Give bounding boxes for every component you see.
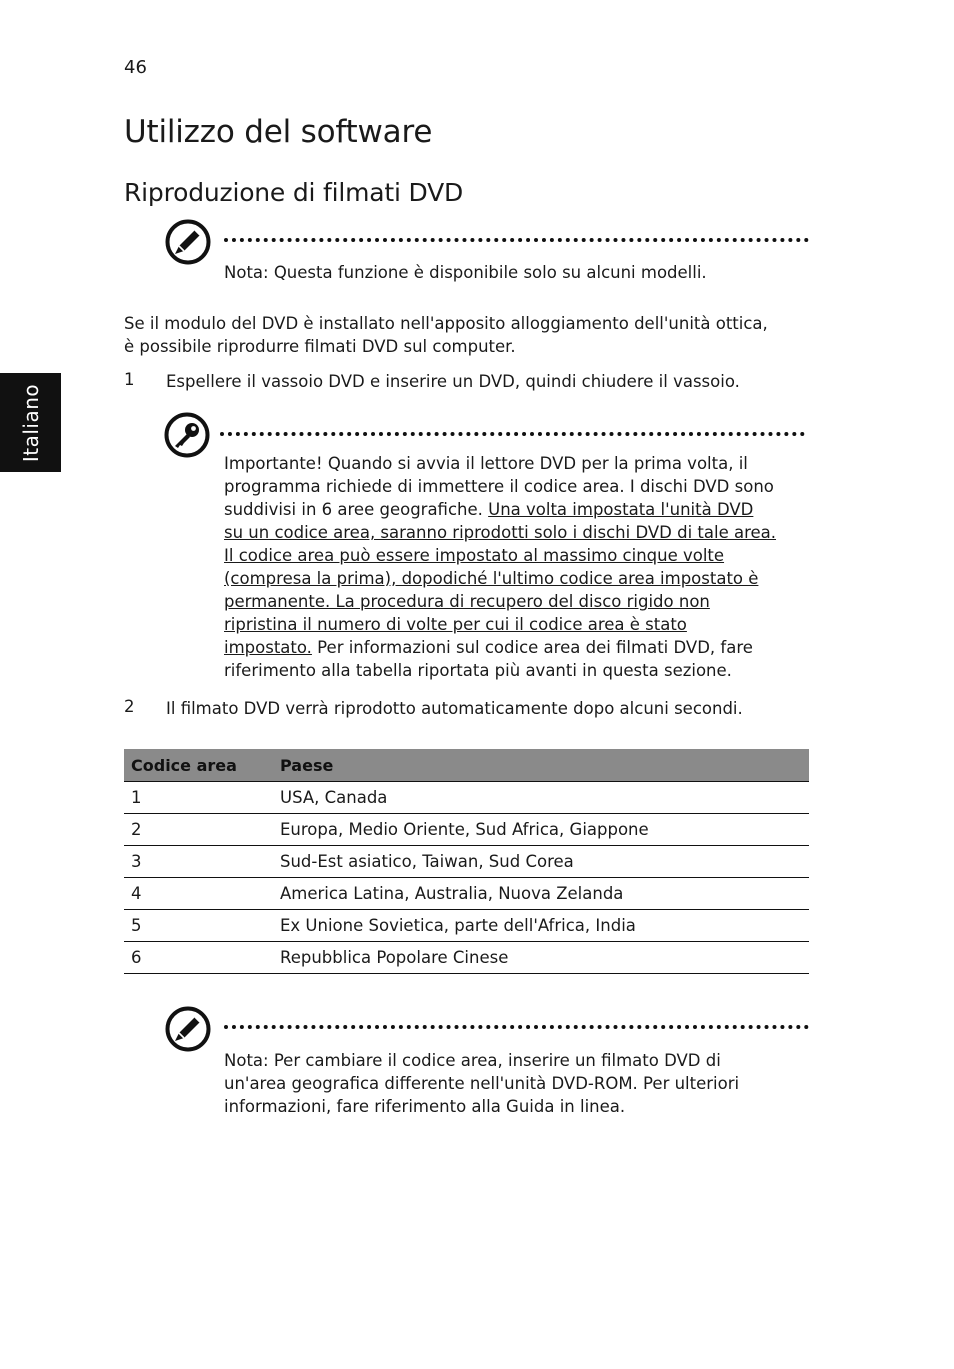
page-number: 46 — [124, 57, 147, 78]
table-row: 5 Ex Unione Sovietica, parte dell'Africa, India — [124, 910, 809, 942]
table-row: 6 Repubblica Popolare Cinese — [124, 942, 809, 974]
section-title: Riproduzione di filmati DVD — [124, 178, 464, 207]
table-header-row — [124, 749, 809, 782]
note-lead: Nota: — [224, 1051, 269, 1070]
note-text: Nota: Questa funzione è disponibile solo su alcuni modelli. — [224, 263, 707, 282]
note-icon — [165, 219, 211, 269]
table-header: Paese — [273, 749, 809, 782]
language-side-tab-label: Italiano — [18, 383, 43, 462]
important-icon — [164, 412, 210, 462]
important-divider — [220, 432, 805, 436]
table-row: 4 America Latina, Australia, Nuova Zelanda — [124, 878, 809, 910]
table-header: Codice area — [124, 749, 273, 782]
step-text: Espellere il vassoio DVD e inserire un DVD, quindi chiudere il vassoio. — [166, 372, 740, 391]
page-title: Utilizzo del software — [124, 114, 433, 150]
table-row: 3 Sud-Est asiatico, Taiwan, Sud Corea — [124, 846, 809, 878]
note-lead: Nota: — [224, 263, 269, 282]
note-icon — [165, 1006, 211, 1056]
note-divider — [224, 238, 809, 242]
region-code-table — [124, 749, 809, 974]
important-lead: Importante! — [224, 454, 323, 473]
intro-paragraph: Se il modulo del DVD è installato nell'apposito alloggiamento dell'unità ottica, è possibile riprodurre filmati DVD sul computer. — [124, 314, 768, 356]
language-side-tab — [0, 373, 61, 472]
step-number: 1 — [124, 370, 135, 389]
table-row: 2 Europa, Medio Oriente, Sud Africa, Giappone — [124, 814, 809, 846]
step-text: Il filmato DVD verrà riprodotto automaticamente dopo alcuni secondi. — [166, 699, 743, 718]
note-text: Nota: Per cambiare il codice area, inserire un filmato DVD di un'area geografica differente nell'unità DVD-ROM. Per ulteriori informazioni, fare riferimento alla Guida in linea. — [224, 1051, 740, 1116]
step-number: 2 — [124, 697, 135, 716]
table-row: 1 USA, Canada — [124, 782, 809, 814]
important-text: Importante! Quando si avvia il lettore DVD per la prima volta, il programma richiede di immettere il codice area. I dischi DVD sono suddivisi in 6 aree geografiche. Una volta impostata l'unità DVD su un codice area, saranno riprodotti solo i dischi DVD di tale area. Il codice area può essere impostato al massimo cinque volte (compresa la prima), dopodiché l'ultimo codice area impostato è permanente. La procedura di recupero del disco rigido non ripristina il numero di volte per cui il codice area è stato impostato. Per informazioni sul codice area dei filmati DVD, fare riferimento alla tabella riportata più avanti in questa sezione. — [224, 454, 777, 680]
note-divider — [224, 1025, 809, 1029]
